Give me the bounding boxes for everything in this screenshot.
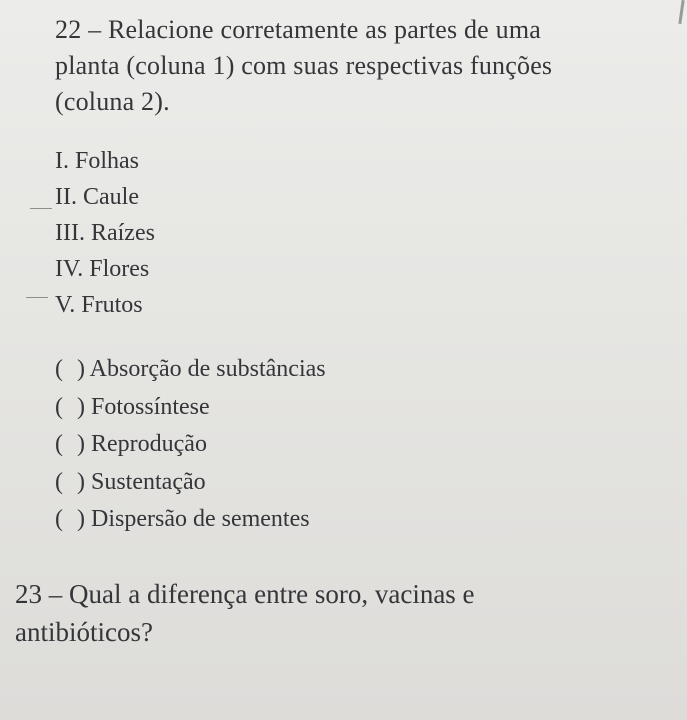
column-2-item-sustentacao[interactable] (55, 464, 326, 502)
question-23-line-2: antibióticos? (15, 617, 153, 647)
column-1-item-raizes: III. Raízes (55, 220, 155, 246)
question-23-line-1: 23 – Qual a diferença entre soro, vacinas e (15, 579, 475, 609)
column-1-item-caule: II. Caule (55, 184, 139, 210)
column-2-label: ) Absorção de substâncias (77, 356, 326, 382)
column-2-item-reproducao[interactable] (55, 426, 326, 464)
open-paren: ( (55, 431, 63, 457)
column-2-item-fotossintese[interactable] (55, 389, 326, 427)
open-paren: ( (55, 468, 63, 495)
column-1-item-folhas: I. Folhas (55, 148, 139, 174)
question-22-line-1: 22 – Relacione corretamente as partes de uma (55, 15, 541, 44)
open-paren: ( (55, 506, 63, 532)
column-2-list (55, 351, 326, 539)
column-2-label: ) Sustentação (77, 468, 206, 495)
question-22 (55, 12, 655, 120)
open-paren: ( (55, 356, 63, 382)
column-2-label: ) Dispersão de sementes (77, 506, 310, 532)
column-2-label: ) Reprodução (77, 431, 207, 457)
pencil-mark (678, 0, 684, 24)
pencil-dash (30, 208, 52, 209)
column-1-item-flores: IV. Flores (55, 256, 150, 282)
column-2-item-absorcao[interactable] (55, 351, 326, 389)
column-2-item-dispersao[interactable] (55, 501, 326, 539)
question-22-line-2: planta (coluna 1) com suas respectivas funções (55, 51, 553, 80)
open-paren: ( (55, 393, 63, 420)
question-23 (15, 575, 675, 651)
pencil-dash (26, 297, 48, 298)
question-22-line-3: (coluna 2). (55, 87, 170, 116)
column-1-item-frutos: V. Frutos (55, 292, 143, 318)
column-2-label: ) Fotossíntese (77, 393, 210, 420)
column-1-list (55, 143, 155, 323)
